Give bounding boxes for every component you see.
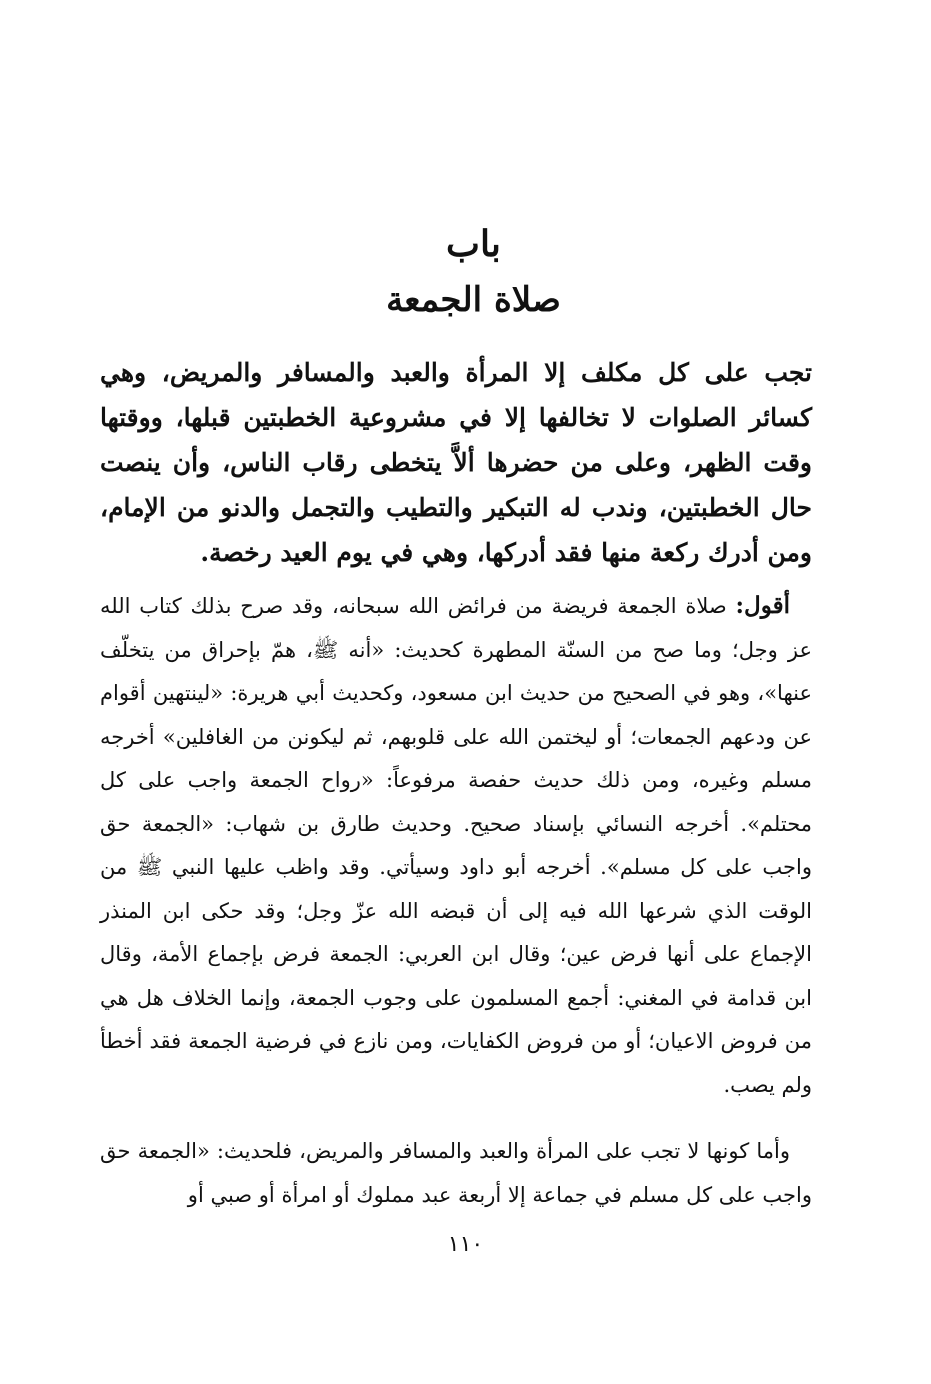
- main-text: تجب على كل مكلف إلا المرأة والعبد والمسافر والمريض، وهي كسائر الصلوات لا تخالفها إلا في مشروعية الخطبتين قبلها، ووقتها وقت الظهر، وعلى من حضرها ألاَّ يتخطى رقاب الناس، وأن ينصت حال الخطبتين، وندب له التبكير والتطيب والتجمل والدنو من الإمام، ومن أدرك ركعة منها فقد أدركها، وهي في يوم العيد رخصة.: [100, 358, 812, 567]
- chapter-label: باب: [446, 223, 501, 265]
- commentary-lead-word: أقول:: [735, 592, 790, 619]
- commentary-paragraph: [100, 584, 812, 1107]
- page-number: ١١٠: [447, 1232, 484, 1257]
- commentary-paragraph-2: وأما كونها لا تجب على المرأة والعبد والمسافر والمريض، فلحديث: «الجمعة حق واجب على كل مسلم في جماعة إلا أربعة عبد مملوك أو امرأة أو صبي أو: [100, 1139, 812, 1207]
- chapter-title: صلاة الجمعة: [386, 280, 561, 320]
- chapter-heading: [0, 222, 931, 322]
- commentary: [100, 584, 812, 1107]
- commentary-body: صلاة الجمعة فريضة من فرائض الله سبحانه، وقد صرح بذلك كتاب الله عز وجل؛ وما صح من السنّة المطهرة كحديث: «أنه ﷺ، همّ بإحراق من يتخلّف عنها»، وهو في الصحيح من حديث ابن مسعود، وكحديث أبي هريرة: «لينتهين أقوام عن ودعهم الجمعات؛ أو ليختمن الله على قلوبهم، ثم ليكونن من الغافلين» أخرجه مسلم وغيره، ومن ذلك حديث حفصة مرفوعاً: «رواح الجمعة واجب على كل محتلم». أخرجه النسائي بإسناد صحيح. وحديث طارق بن شهاب: «الجمعة حق واجب على كل مسلم». أخرجه أبو داود وسيأتي. وقد واظب عليها النبي ﷺ من الوقت الذي شرعها الله فيه إلى أن قبضه الله عزّ وجل؛ وقد حكى ابن المنذر الإجماع على أنها فرض عين؛ وقال ابن العربي: الجمعة فرض بإجماع الأمة، وقال ابن قدامة في المغني: أجمع المسلمون على وجوب الجمعة، وإنما الخلاف هل هي من فروض الاعيان؛ أو من فروض الكفايات، ومن نازع في فرضية الجمعة فقد أخطأ ولم يصب.: [100, 594, 812, 1097]
